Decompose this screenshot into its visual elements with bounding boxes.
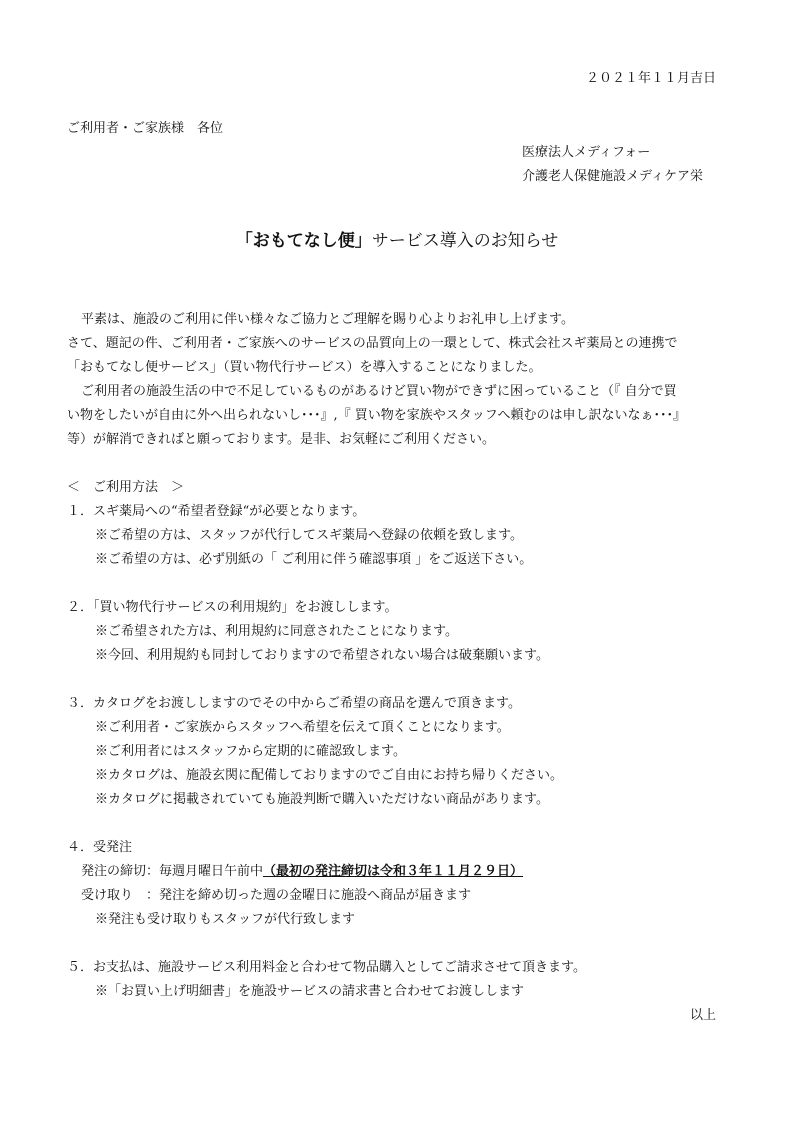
intro-line: さて、題記の件、ご利用者・ご家族へのサービスの品質向上の一環として、株式会社スギ薬局との連携で: [67, 336, 678, 351]
recipient-line: ご利用者・ご家族様 各位: [67, 121, 224, 136]
item-3-main: ３．カタログをお渡ししますのでその中からご希望の商品を選んで頂きます。: [67, 696, 521, 711]
intro-line: 平素は、施設のご利用に伴い様々なご協力とご理解を賜り心よりお礼申し上げます。: [81, 312, 574, 327]
item-1-main: １．スギ薬局への“希望者登録“が必要となります。: [67, 504, 366, 519]
item-1-note: ※ご希望の方は、スタッフが代行してスギ薬局へ登録の依頼を致します。: [95, 528, 523, 543]
item-2-note: ※ご希望された方は、利用規約に同意されたことになります。: [95, 624, 458, 639]
item-2-main: ２．「買い物代行サービスの利用規約」をお渡しします。: [67, 600, 398, 615]
sender-organization: 医療法人メディフォー: [522, 145, 651, 160]
order-deadline-label: 発注の締切：毎週月曜日午前中: [81, 864, 264, 879]
document-date: ２０２１年１１月吉日: [585, 71, 716, 86]
intro-line: 「おもてなし便サービス」（買い物代行サービス）を導入することになりました。: [67, 360, 542, 375]
item-5-note: ※「お買い上げ明細書」を施設サービスの請求書と合わせてお渡しします: [95, 984, 525, 999]
sender-facility: 介護老人保健施設メディケア栄: [522, 169, 703, 184]
method-heading: ＜ ご利用方法 ＞: [67, 480, 185, 495]
item-3-note: ※ご利用者にはスタッフから定期的に確認致します。: [95, 744, 406, 759]
item-3-note: ※カタログは、施設玄関に配備しておりますのでご自由にお持ち帰りください。: [95, 768, 564, 783]
item-4-main: ４．受発注: [67, 840, 133, 855]
first-deadline-emphasis: （最初の発注締切は令和３年１１月２９日）: [263, 864, 524, 879]
receipt-line: 受け取り ：発注を締め切った週の金曜日に施設へ商品が届きます: [81, 888, 472, 903]
item-3-note: ※カタログに掲載されていても施設判断で購入いただけない商品があります。: [95, 792, 549, 807]
title-rest: サービス導入のお知らせ: [371, 231, 559, 251]
item-4-note: ※発注も受け取りもスタッフが代行致します: [95, 912, 356, 927]
page-title: [0, 226, 794, 251]
order-deadline-line: [81, 865, 523, 878]
intro-line: ご利用者の施設生活の中で不足しているものがあるけど買い物ができずに困っていること（『 自分で買: [81, 384, 677, 399]
item-5-main: ５．お支払は、施設サービス利用料金と合わせて物品購入としてご請求させて頂きます。: [67, 960, 586, 975]
title-emphasis: 「おもてなし便」: [235, 231, 372, 251]
item-1-note: ※ご希望の方は、必ず別紙の「 ご利用に伴う確認事項 」をご返送下さい。: [95, 552, 533, 567]
intro-line: い物をしたいが自由に外へ出られないし･･･』,『 買い物を家族やスタッフへ頼むのは申し訳ないなぁ･･･』: [67, 408, 687, 423]
item-2-note: ※今回、利用規約も同封しておりますので希望されない場合は破棄願います。: [95, 648, 549, 663]
closing-mark: 以上: [689, 1008, 716, 1023]
item-3-note: ※ご利用者・ご家族からスタッフへ希望を伝えて頂くことになります。: [95, 720, 510, 735]
intro-line: 等）が解消できればと願っております。是非、お気軽にご利用ください。: [67, 432, 495, 447]
